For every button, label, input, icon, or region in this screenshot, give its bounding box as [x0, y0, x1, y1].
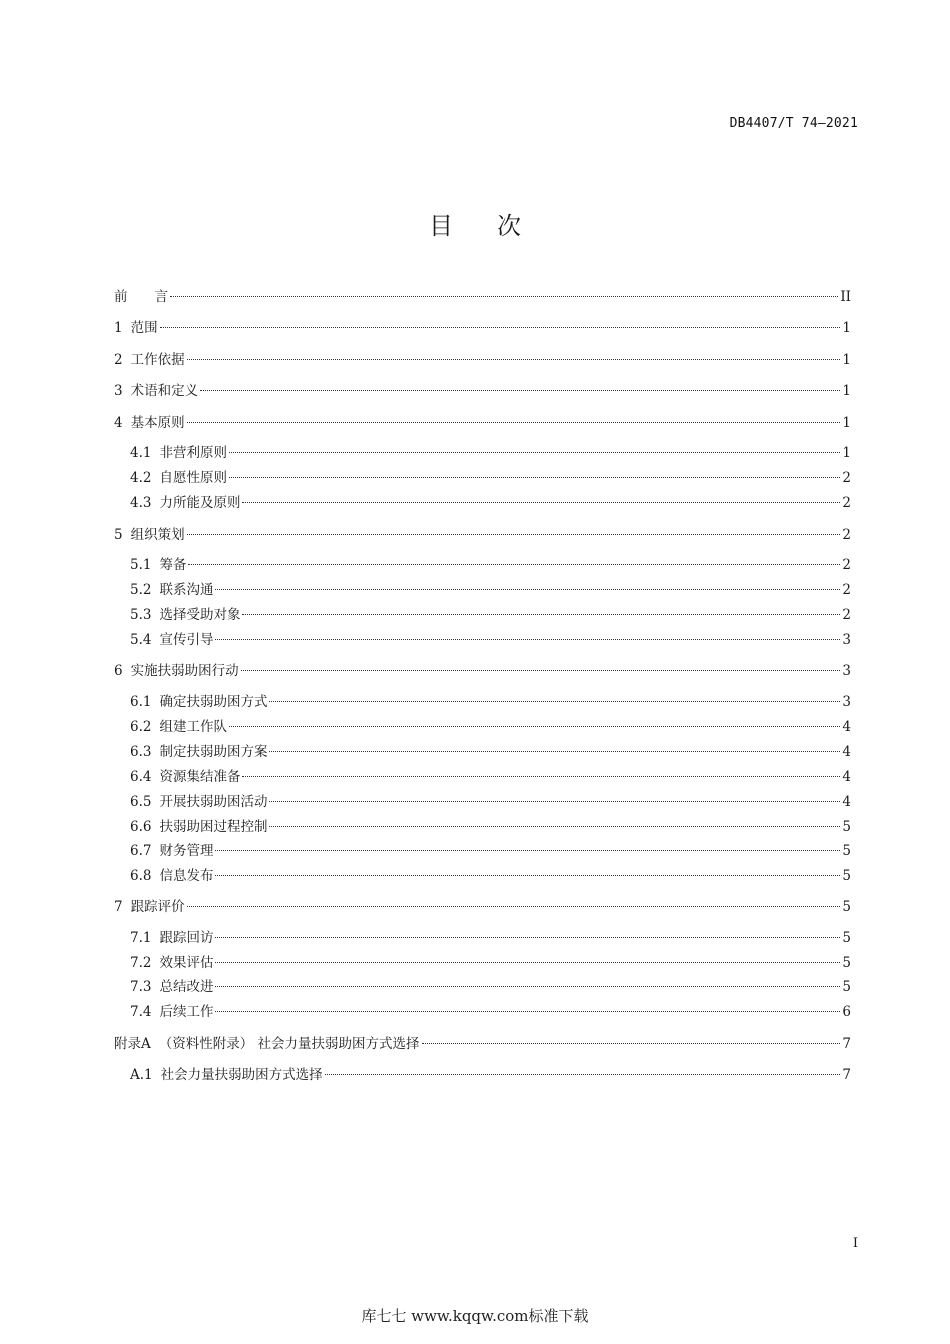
- toc-entry[interactable]: [114, 413, 851, 433]
- toc-entry-number: 5.4: [130, 632, 152, 648]
- toc-entry-page: 2: [842, 527, 851, 543]
- toc-dot-leader: [187, 359, 841, 360]
- toc-entry-label: [130, 468, 227, 488]
- toc-entry-label: [130, 692, 267, 712]
- toc-entry-number: 6.7: [130, 843, 152, 859]
- toc-entry-label: [130, 767, 240, 787]
- toc-entry-text: 财务管理: [159, 843, 214, 859]
- toc-dot-leader: [242, 776, 840, 777]
- toc-entry-label: [130, 1065, 323, 1085]
- page-number: I: [852, 1236, 858, 1251]
- toc-dot-leader: [215, 962, 840, 963]
- toc-entry-page: 1: [842, 320, 851, 336]
- toc-dot-leader: [269, 751, 840, 752]
- toc-entry-text: 基本原则: [130, 415, 185, 431]
- footer-watermark: 库七七 www.kqqw.com标准下载: [361, 1307, 589, 1325]
- toc-entry-number: 7: [114, 899, 123, 915]
- toc-entry[interactable]: [130, 605, 851, 625]
- toc-entry-page: 3: [842, 632, 851, 648]
- toc-entry-page: 4: [842, 744, 851, 760]
- toc-dot-leader: [229, 452, 840, 453]
- toc-dot-leader: [187, 534, 841, 535]
- toc-entry[interactable]: [114, 381, 851, 401]
- toc-entry-text: 制定扶弱助困方案: [159, 744, 268, 760]
- toc-entry[interactable]: [130, 1065, 851, 1085]
- toc-entry-number: 4.3: [130, 495, 152, 511]
- toc-dot-leader: [188, 564, 840, 565]
- toc-entry-page: 5: [842, 930, 851, 946]
- toc-entry-label: [114, 318, 158, 338]
- toc-entry-page: 1: [842, 415, 851, 431]
- toc-entry-number: 7.1: [130, 930, 152, 946]
- toc-entry[interactable]: [130, 717, 851, 737]
- toc-dot-leader: [215, 875, 840, 876]
- toc-dot-leader: [215, 1011, 840, 1012]
- toc-dot-leader: [242, 502, 840, 503]
- toc-entry-text: 后续工作: [159, 1004, 214, 1020]
- toc-entry-number: 6.4: [130, 769, 152, 785]
- toc-dot-leader: [229, 477, 840, 478]
- toc-entry-page: 2: [842, 557, 851, 573]
- toc-entry-text: 组织策划: [130, 527, 185, 543]
- toc-entry-label: [130, 953, 213, 973]
- toc-entry-label: [130, 817, 267, 837]
- toc-entry-text: 资源集结准备: [159, 769, 241, 785]
- toc-entry-page: 5: [842, 899, 851, 915]
- toc-entry-page: 5: [842, 868, 851, 884]
- toc-entry-number: 5: [114, 527, 123, 543]
- toc-entry-label: [130, 866, 213, 886]
- toc-entry[interactable]: [114, 1034, 851, 1054]
- toc-dot-leader: [215, 986, 840, 987]
- toc-entry-label: [114, 1034, 420, 1054]
- toc-dot-leader: [269, 826, 840, 827]
- toc-entry-label: [130, 1002, 213, 1022]
- toc-entry-page: 6: [842, 1004, 851, 1020]
- toc-entry-label: [130, 605, 240, 625]
- toc-entry-number: 6.8: [130, 868, 152, 884]
- toc-entry-number: 5.3: [130, 607, 152, 623]
- toc-entry[interactable]: [130, 630, 851, 650]
- toc-entry-number: 7.3: [130, 979, 152, 995]
- toc-entry[interactable]: [130, 977, 851, 997]
- toc-entry-label: [114, 413, 185, 433]
- toc-entry-text: 组建工作队: [159, 719, 227, 735]
- toc-entry-label: [130, 555, 186, 575]
- toc-entry-page: 1: [842, 445, 851, 461]
- toc-dot-leader: [200, 390, 840, 391]
- toc-entry-page: 5: [842, 843, 851, 859]
- toc-entry-page: 1: [842, 383, 851, 399]
- toc-entry-page: 3: [842, 663, 851, 679]
- toc-entry[interactable]: [130, 767, 851, 787]
- toc-entry-number: 4.2: [130, 470, 152, 486]
- toc-entry-number: 6.3: [130, 744, 152, 760]
- toc-entry[interactable]: [114, 318, 851, 338]
- toc-entry-text: 术语和定义: [130, 383, 199, 399]
- toc-entry-number: 附录A: [114, 1036, 151, 1052]
- toc-dot-leader: [215, 850, 840, 851]
- toc-entry-number: 2: [114, 352, 123, 368]
- toc-entry-number: 1: [114, 320, 123, 336]
- toc-entry-label: [130, 443, 227, 463]
- toc-entry-number: 5.2: [130, 582, 152, 598]
- toc-entry-page: 3: [842, 694, 851, 710]
- toc-entry[interactable]: [130, 817, 851, 837]
- toc-entry[interactable]: [114, 350, 851, 370]
- toc-entry[interactable]: [114, 661, 851, 681]
- toc-entry-label: [114, 381, 198, 401]
- page-title: 目次: [429, 212, 565, 240]
- toc-entry-page: 2: [842, 495, 851, 511]
- toc-entry-label: [130, 630, 213, 650]
- toc-entry[interactable]: [130, 493, 851, 513]
- toc-entry[interactable]: [130, 1002, 851, 1022]
- toc-entry-text: 非营利原则: [159, 445, 227, 461]
- toc-dot-leader: [229, 726, 840, 727]
- toc-entry-label: [130, 493, 240, 513]
- toc-entry-label: [114, 661, 239, 681]
- toc-entry-page: 4: [842, 769, 851, 785]
- toc-dot-leader: [215, 589, 840, 590]
- toc-entry-page: 7: [842, 1036, 851, 1052]
- toc-entry-text: 信息发布: [159, 868, 214, 884]
- toc-entry[interactable]: [130, 742, 851, 762]
- toc-entry-number: 6.1: [130, 694, 152, 710]
- toc-dot-leader: [242, 614, 840, 615]
- toc-entry-text: 效果评估: [159, 955, 214, 971]
- toc-entry-text: 跟踪回访: [159, 930, 214, 946]
- toc-entry[interactable]: [114, 525, 851, 545]
- toc-entry[interactable]: [130, 555, 851, 575]
- toc-entry-label: [130, 742, 267, 762]
- toc-entry-text: 跟踪评价: [130, 899, 185, 915]
- toc-entry[interactable]: [130, 580, 851, 600]
- toc-dot-leader: [269, 801, 840, 802]
- toc-entry-number: 6.6: [130, 819, 152, 835]
- toc-entry-text: （资料性附录） 社会力量扶弱助困方式选择: [158, 1036, 420, 1052]
- toc-entry-page: 2: [842, 607, 851, 623]
- toc-entry-label: [130, 580, 213, 600]
- toc-entry-text: 筹备: [159, 557, 187, 573]
- toc-entry-page: 5: [842, 819, 851, 835]
- toc-dot-leader: [187, 906, 841, 907]
- toc-dot-leader: [325, 1074, 841, 1075]
- toc-entry-text: 自愿性原则: [159, 470, 227, 486]
- toc-dot-leader: [187, 422, 841, 423]
- toc-entry-number: 7.2: [130, 955, 152, 971]
- toc-entry[interactable]: [130, 468, 851, 488]
- toc-entry-label: [130, 792, 267, 812]
- toc-entry[interactable]: [130, 692, 851, 712]
- toc-entry[interactable]: [114, 897, 851, 917]
- toc-entry-label: [130, 928, 213, 948]
- toc-entry-page: 2: [842, 470, 851, 486]
- toc-entry-label: [130, 977, 213, 997]
- toc-entry-page: 4: [842, 794, 851, 810]
- toc-entry-number: 6.2: [130, 719, 152, 735]
- toc-entry-number: 4.1: [130, 445, 152, 461]
- toc-entry-number: 3: [114, 383, 123, 399]
- toc-entry-number: 7.4: [130, 1004, 152, 1020]
- toc-entry-label: [130, 841, 213, 861]
- toc-entry-number: 6: [114, 663, 123, 679]
- toc-entry-text: 确定扶弱助困方式: [159, 694, 268, 710]
- toc-entry-page: 4: [842, 719, 851, 735]
- toc-entry[interactable]: [114, 287, 851, 307]
- toc-entry-text: 扶弱助困过程控制: [159, 819, 268, 835]
- toc-dot-leader: [160, 327, 841, 328]
- toc-entry-label: [130, 717, 227, 737]
- toc-entry-number: A.1: [130, 1067, 153, 1083]
- toc-dot-leader: [215, 937, 840, 938]
- toc-entry-number: 5.1: [130, 557, 152, 573]
- toc-entry-label: [114, 287, 168, 307]
- toc-dot-leader: [241, 670, 841, 671]
- toc-entry-page: 7: [842, 1067, 851, 1083]
- toc-dot-leader: [170, 296, 838, 297]
- toc-entry-page: 1: [842, 352, 851, 368]
- toc-entry-text: 开展扶弱助困活动: [159, 794, 268, 810]
- toc-entry-text: 总结改进: [159, 979, 214, 995]
- toc-entry-label: [114, 350, 185, 370]
- toc-entry-text: 联系沟通: [159, 582, 214, 598]
- toc-entry-text: 力所能及原则: [159, 495, 241, 511]
- toc-entry-text: 前 言: [114, 289, 168, 305]
- toc-entry-page: II: [840, 289, 851, 305]
- toc-entry[interactable]: [130, 928, 851, 948]
- toc-entry[interactable]: [130, 792, 851, 812]
- toc-entry-text: 范围: [130, 320, 158, 336]
- toc-entry-page: 5: [842, 955, 851, 971]
- toc-dot-leader: [422, 1043, 841, 1044]
- toc-entry[interactable]: [130, 841, 851, 861]
- toc-entry-text: 社会力量扶弱助困方式选择: [160, 1067, 323, 1083]
- toc-entry-label: [114, 897, 185, 917]
- toc-entry-page: 2: [842, 582, 851, 598]
- toc-dot-leader: [215, 639, 840, 640]
- toc-entry-text: 宣传引导: [159, 632, 214, 648]
- toc-entry-number: 6.5: [130, 794, 152, 810]
- toc-entry-text: 实施扶弱助困行动: [130, 663, 239, 679]
- toc-entry-number: 4: [114, 415, 123, 431]
- toc-entry-text: 选择受助对象: [159, 607, 241, 623]
- toc-entry-text: 工作依据: [130, 352, 185, 368]
- standard-code: DB4407/T 74—2021: [729, 116, 858, 131]
- toc-entry-label: [114, 525, 185, 545]
- toc-entry[interactable]: [130, 866, 851, 886]
- toc-entry-page: 5: [842, 979, 851, 995]
- toc-dot-leader: [269, 701, 840, 702]
- toc-entry[interactable]: [130, 443, 851, 463]
- toc-entry[interactable]: [130, 953, 851, 973]
